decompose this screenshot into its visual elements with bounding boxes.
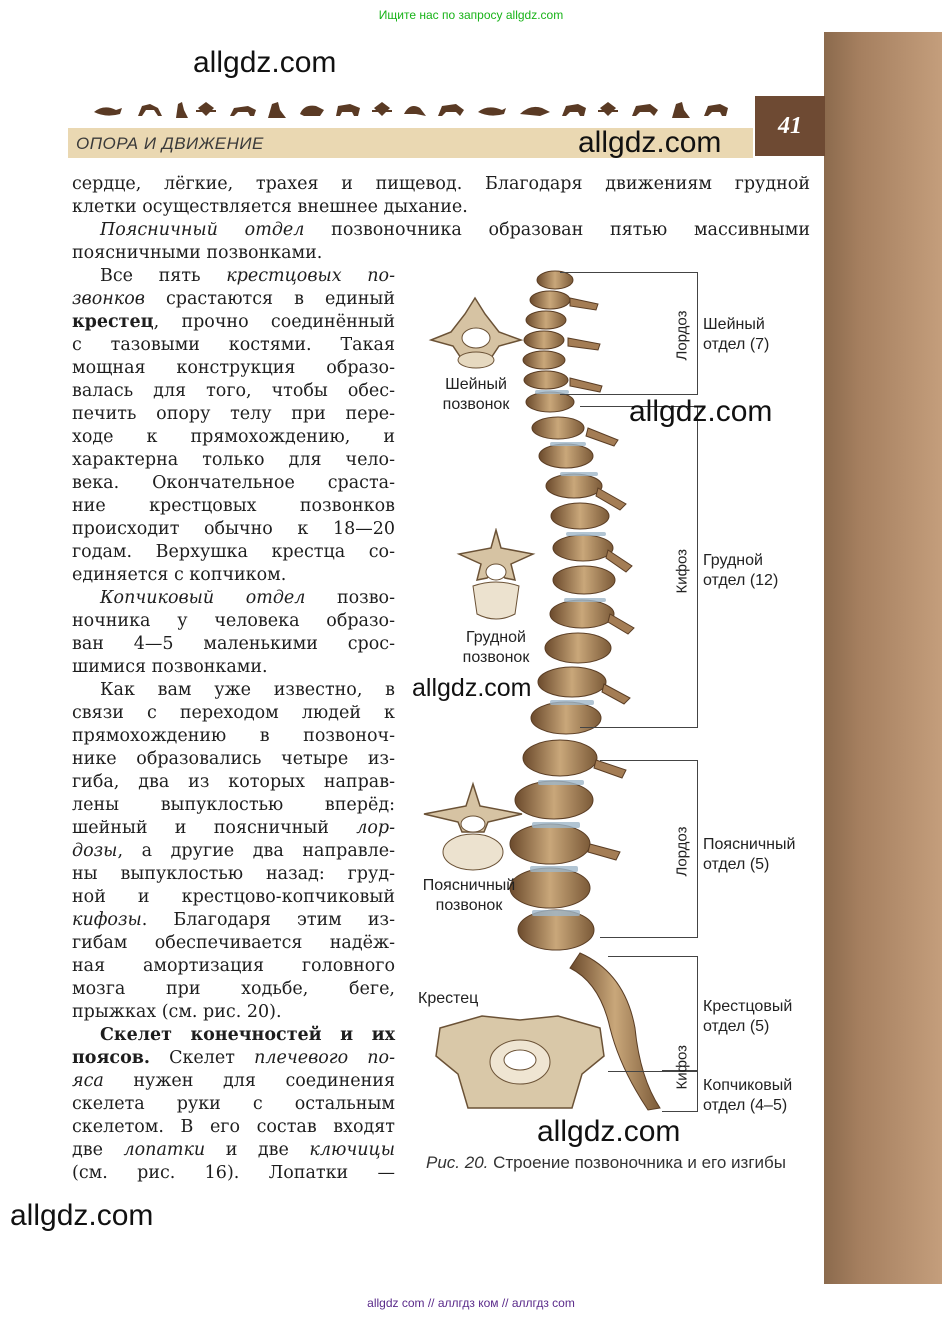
watermark: allgdz.com [578,126,722,159]
left-column-text [72,265,395,1185]
animal-silhouettes-icon [92,98,742,122]
watermark: allgdz.com [412,674,532,702]
italic-term: Поясничный отдел [100,220,305,240]
bold-term: крестец [72,312,154,332]
watermark: allgdz.com [629,395,773,428]
section-title: ОПОРА И ДВИЖЕНИЕ [76,134,264,153]
text-line: ние крестцовых позвонков [72,496,395,516]
thoracic-section-label [703,551,778,591]
text-line: валась для того, чтобы обес- [72,381,395,401]
kyphosis-label-lower: Кифоз [673,1044,691,1090]
label-line: Грудной [466,629,526,646]
watermark: allgdz.com [193,46,337,79]
watermark: allgdz.com [537,1115,681,1148]
italic-term: дозы [72,841,118,861]
text-line: ночника у человека образо- [72,611,395,631]
label-line: Копчиковый [703,1077,793,1094]
text-line: лены выпуклостью вперёд: [72,795,395,815]
caption-prefix: Рис. 20. [426,1153,489,1172]
sacrum-icon [432,1012,608,1116]
label-line: Поясничный [703,836,796,853]
italic-term: Копчиковый отдел [100,588,306,608]
bottom-banner[interactable]: allgdz com // аллгдз ком // аллгдз com [367,1296,575,1310]
label-line: позвонок [462,649,530,666]
text-line: единяется с копчиком. [72,565,287,585]
text-line: годам. Верхушка крестца со- [72,542,395,562]
text-line: ходе к прямохождению, и [72,427,395,447]
watermark: allgdz.com [10,1199,154,1232]
text-line: ная амортизация головного [72,956,395,976]
label-line: отдел (4–5) [703,1097,788,1114]
text-span: и две [205,1140,310,1160]
text-line: скелетом. В его состав входят [72,1117,395,1137]
label-line: Грудной [703,552,763,569]
label-line: Шейный [703,316,765,333]
paragraph-top [72,173,810,265]
coccygeal-section-label [703,1076,792,1116]
italic-term: кифозы [72,910,142,930]
text-line: ной и крестцово-копчиковый [72,887,395,907]
text-line: сердце, лёгкие, трахея и пищевод. Благодаря движениям грудной [72,174,810,194]
text-line: поясничными позвонками. [72,243,323,263]
text-span: шейный и поясничный [72,818,357,838]
italic-term: звонков [72,289,145,309]
label-line: отдел (5) [703,856,770,873]
italic-term: крестцовых по- [226,266,395,286]
text-line: скелета руки с остальным [72,1094,395,1114]
italic-term: лор- [356,818,395,838]
label-line: Шейный [445,376,507,393]
text-line: шимися позвонками. [72,657,268,677]
text-line: (см. рис. 16). Лопатки — [72,1163,395,1183]
text-span: Все пять [100,266,227,286]
text-span: , а другие два направле- [117,841,395,861]
sacral-section-label [703,997,792,1037]
italic-term: плечевого по- [254,1048,396,1068]
text-line: Как вам уже известно, в [100,680,395,700]
text-line: печить опору телу при пере- [72,404,395,424]
text-span: Скелет [150,1048,255,1068]
lordosis-label-lower: Лордоз [673,826,691,877]
text-line: мощная конструкция образо- [72,358,395,378]
text-line: ны выпуклостью назад: груд- [72,864,395,884]
cervical-section-label [703,315,769,355]
text-line: века. Окончательное сраста- [72,473,395,493]
text-line: прямохождению в позвоноч- [72,726,395,746]
text-line: характерна только для чело- [72,450,395,470]
cervical-vertebra-icon [425,292,527,372]
label-line: Поясничный [422,877,516,894]
figure-caption [426,1152,812,1174]
text-line: прыжках (см. рис. 20). [72,1002,282,1022]
lumbar-vertebra-label [409,876,529,916]
text-span: нужен для соединения [103,1071,395,1091]
label-line: Крестцовый [703,998,793,1015]
sacrum-label: Крестец [418,990,479,1007]
text-line: мозга при ходьбе, беге, [72,979,395,999]
thoracic-vertebra-icon [455,528,537,624]
caption-text: Строение позвоночника и его изгибы [488,1153,786,1172]
italic-term: лопатки [123,1140,206,1160]
text-line: с тазовыми костями. Такая [72,335,395,355]
text-line: ван 4—5 маленькими срос- [72,634,395,654]
thoracic-vertebra-label [446,628,546,668]
italic-term: ключицы [309,1140,395,1160]
text-line: гиба, два из которых направ- [72,772,395,792]
text-span: позво- [305,588,395,608]
text-span: срастаются в единый [144,289,395,309]
cervical-vertebra-label [426,375,526,415]
page-edge-strip [824,32,942,1284]
bold-term: поясов. [72,1048,150,1068]
label-line: позвонок [442,396,510,413]
text-span: . Благодаря этим из- [141,910,395,930]
label-line: отдел (5) [703,1018,770,1035]
lumbar-section-label [703,835,795,875]
text-line: нике образовались четыре из- [72,749,395,769]
italic-term: яса [72,1071,104,1091]
page-number: 41 [755,96,825,156]
text-span: две [72,1140,124,1160]
text-line: позвоночника образован пятью массивными [331,220,810,240]
label-line: позвонок [435,897,503,914]
bold-heading: Скелет конечностей и их [100,1025,395,1045]
kyphosis-label-upper: Кифоз [673,548,691,594]
text-line: связи с переходом людей к [72,703,395,723]
text-line: происходит обычно к 18—20 [72,519,395,539]
label-line: отдел (7) [703,336,770,353]
lumbar-vertebra-icon [418,780,528,874]
label-line: отдел (12) [703,572,779,589]
lordosis-label-upper: Лордоз [673,310,691,361]
text-line: клетки осуществляется внешнее дыхание. [72,197,468,217]
text-span: , прочно соединённый [153,312,395,332]
text-line: гибам обеспечивается надёж- [72,933,395,953]
top-banner[interactable]: Ищите нас по запросу allgdz.com [378,8,564,22]
